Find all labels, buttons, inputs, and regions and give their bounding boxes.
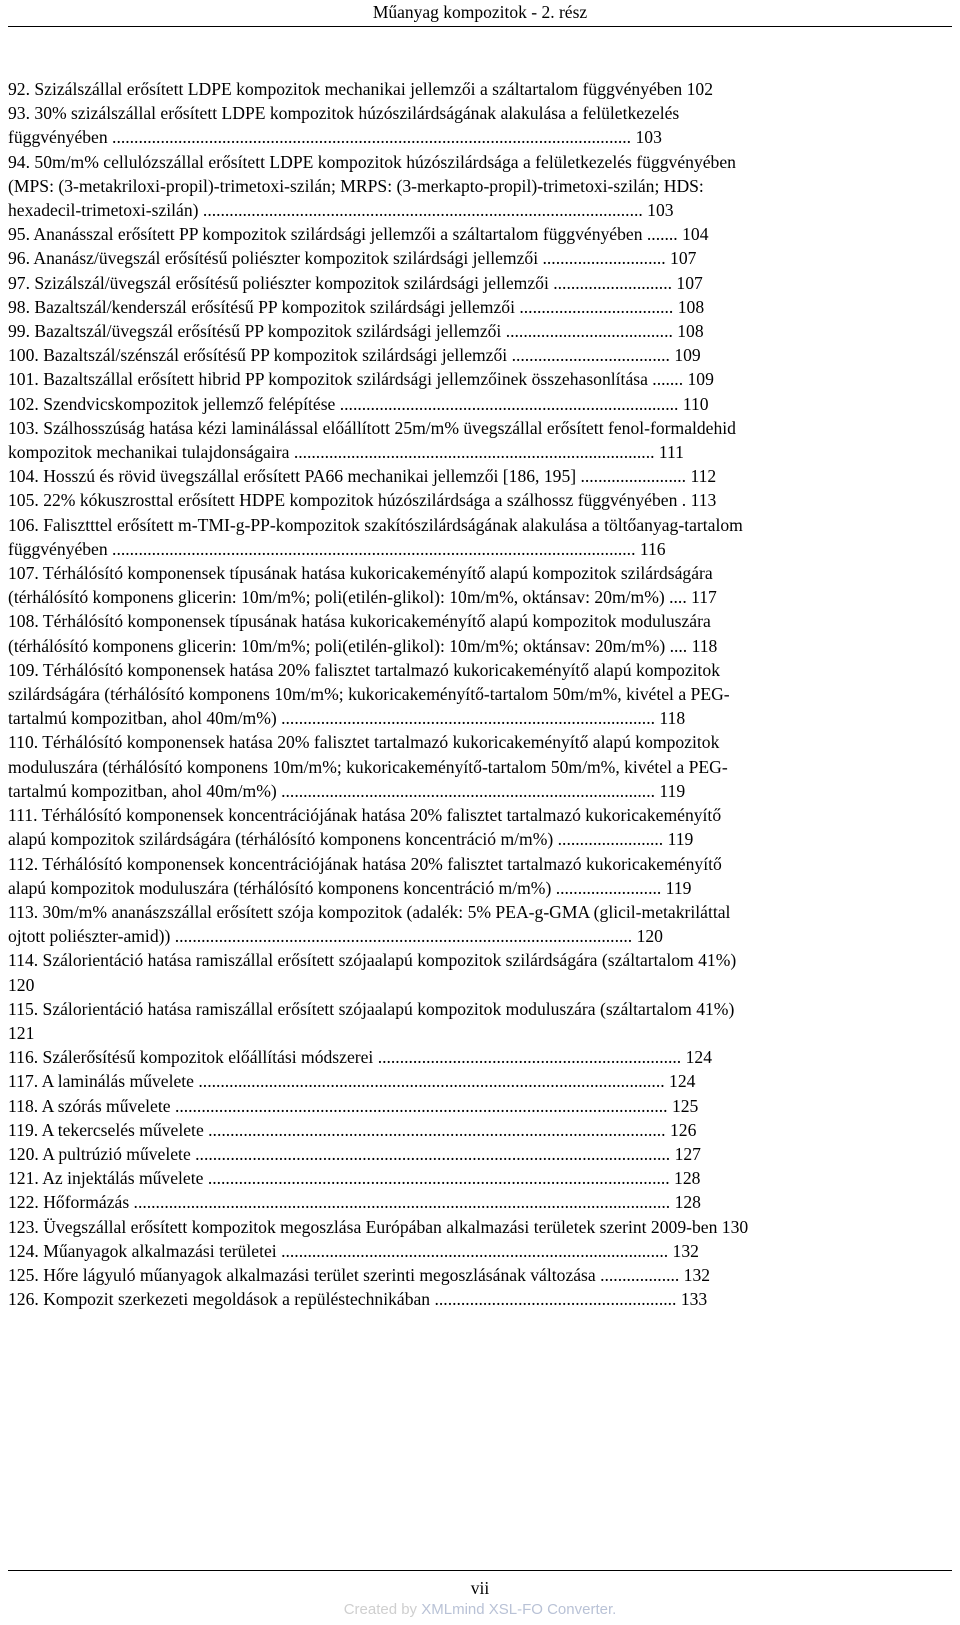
toc-line[interactable]: 102. Szendvicskompozitok jellemző felépítése ............................................................................. 110	[8, 393, 709, 414]
toc-line[interactable]: (MPS: (3-metakriloxi-propil)-trimetoxi-szilán; MRPS: (3-merkapto-propil)-trimetoxi-szilán; HDS:	[8, 175, 704, 196]
toc-line[interactable]: 110. Térhálósító komponensek hatása 20% falisztet tartalmazó kukoricakeményítő alapú kompozitok	[8, 732, 720, 753]
toc-line[interactable]: 100. Bazaltszál/szénszál erősítésű PP kompozitok szilárdsági jellemzői .................................... 109	[8, 345, 701, 366]
toc-line[interactable]: 96. Ananász/üvegszál erősítésű poliészter kompozitok szilárdsági jellemzői ............................ 107	[8, 248, 697, 269]
toc-line[interactable]: 93. 30% szizálszállal erősített LDPE kompozitok húzószilárdságának alakulása a felületkezelés	[8, 103, 680, 124]
toc-line[interactable]: függvényében ...................................................................................................................... 103	[8, 127, 662, 148]
toc-line[interactable]: 107. Térhálósító komponensek típusának hatása kukoricakeményítő alapú kompozitok szilárdságára	[8, 563, 713, 584]
toc-line[interactable]: szilárdságára (térhálósító komponens 10m/m%; kukoricakeményítő-tartalom 50m/m%, kivétel a PEG-	[8, 684, 730, 705]
footer-divider	[8, 1570, 952, 1571]
toc-line[interactable]: 121. Az injektálás művelete ......................................................................................................... 128	[8, 1168, 701, 1189]
credit-prefix: Created by	[343, 1601, 422, 1618]
toc-line[interactable]: 113. 30m/m% ananászszállal erősített szója kompozitok (adalék: 5% PEA-g-GMA (glicil-metakriláttal	[8, 901, 731, 922]
page-number: vii	[470, 1578, 490, 1598]
toc-line[interactable]: alapú kompozitok moduluszára (térhálósító komponens koncentráció m/m%) ........................ 119	[8, 877, 692, 898]
toc-line[interactable]: 121	[8, 1022, 35, 1043]
toc-line[interactable]: 120. A pultrúzió művelete ............................................................................................................ 127	[8, 1143, 701, 1164]
toc-line[interactable]: 92. Szizálszállal erősített LDPE kompozitok mechanikai jellemzői a száltartalom függvényében 102	[8, 79, 713, 99]
toc-line[interactable]: tartalmú kompozitban, ahol 40m/m%) ..................................................................................... 119	[8, 780, 686, 801]
toc-line[interactable]: 125. Hőre lágyuló műanyagok alkalmazási terület szerinti megoszlásának változása .................. 132	[8, 1264, 711, 1285]
toc-line[interactable]: 112. Térhálósító komponensek koncentrációjának hatása 20% falisztet tartalmazó kukoricakeményítő	[8, 853, 722, 874]
toc-line[interactable]: 109. Térhálósító komponensek hatása 20% falisztet tartalmazó kukoricakeményítő alapú kompozitok	[8, 659, 721, 680]
toc-line[interactable]: 123. Üvegszállal erősített kompozitok megoszlása Európában alkalmazási területek szerint 2009-ben 130	[8, 1216, 749, 1237]
toc-line[interactable]: 116. Szálerősítésű kompozitok előállítási módszerei ..................................................................... 124	[8, 1047, 712, 1068]
toc-line[interactable]: 124. Műanyagok alkalmazási területei ........................................................................................ 132	[8, 1240, 699, 1261]
toc-line[interactable]: 118. A szórás művelete ................................................................................................................ 125	[8, 1095, 699, 1116]
toc-line[interactable]: (térhálósító komponens glicerin: 10m/m%; poli(etilén-glikol): 10m/m%; oktánsav: 20m/m%) .... 118	[8, 635, 718, 656]
toc-line[interactable]: 115. Szálorientáció hatása ramiszállal erősített szójaalapú kompozitok moduluszára (száltartalom 41%)	[8, 998, 735, 1019]
toc-line[interactable]: 104. Hosszú és rövid üvegszállal erősített PA66 mechanikai jellemzői [186, 195] ........................ 112	[8, 466, 717, 487]
toc-line[interactable]: 122. Hőformázás .......................................................................................................................... 128	[8, 1192, 701, 1213]
toc-line[interactable]: 119. A tekercselés művelete ........................................................................................................ 126	[8, 1119, 697, 1140]
toc-line[interactable]: 108. Térhálósító komponensek típusának hatása kukoricakeményítő alapú kompozitok moduluszára	[8, 611, 711, 632]
toc-line[interactable]: ojtott poliészter-amid)) ........................................................................................................ 120	[8, 926, 663, 947]
toc-line[interactable]: 126. Kompozit szerkezeti megoldások a repüléstechnikában ....................................................... 133	[8, 1289, 708, 1310]
toc-line[interactable]: hexadecil-trimetoxi-szilán) .................................................................................................... 103	[8, 200, 674, 221]
toc-line[interactable]: 103. Szálhosszúság hatása kézi laminálással előállított 25m/m% üvegszállal erősített fenol-formaldehid	[8, 417, 736, 438]
toc-line[interactable]: tartalmú kompozitban, ahol 40m/m%) ..................................................................................... 118	[8, 708, 686, 729]
page-header	[8, 0, 952, 27]
toc-line[interactable]: 94. 50m/m% cellulózszállal erősített LDPE kompozitok húzószilárdsága a felületkezelés függvényében	[8, 151, 736, 172]
list-of-figures	[8, 77, 896, 1311]
toc-line[interactable]: 120	[8, 974, 35, 995]
toc-line[interactable]: függvényében ....................................................................................................................... 116	[8, 538, 666, 559]
toc-line[interactable]: 105. 22% kókuszrosttal erősített HDPE kompozitok húzószilárdsága a szálhossz függvényében . 113	[8, 490, 717, 511]
toc-line[interactable]: 97. Szizálszál/üvegszál erősítésű poliészter kompozitok szilárdsági jellemzői ........................... 107	[8, 272, 703, 293]
toc-line[interactable]: 117. A laminálás művelete .......................................................................................................... 124	[8, 1071, 696, 1092]
toc-line[interactable]: (térhálósító komponens glicerin: 10m/m%; poli(etilén-glikol): 10m/m%, oktánsav: 20m/m%) .... 117	[8, 587, 717, 608]
toc-line[interactable]: 106. Falisztttel erősített m-TMI-g-PP-kompozitok szakítószilárdságának alakulása a töltőanyag-tartalom	[8, 514, 743, 535]
toc-line[interactable]: moduluszára (térhálósító komponens 10m/m%; kukoricakeményítő-tartalom 50m/m%, kivétel a PEG-	[8, 756, 728, 777]
toc-line[interactable]: 101. Bazaltszállal erősített hibrid PP kompozitok szilárdsági jellemzőinek összehasonlítása ....... 109	[8, 369, 714, 390]
toc-line[interactable]: 95. Ananásszal erősített PP kompozitok szilárdsági jellemzői a száltartalom függvényében ....... 104	[8, 224, 709, 245]
toc-line[interactable]: alapú kompozitok szilárdságára (térhálósító komponens koncentráció m/m%) ........................ 119	[8, 829, 694, 850]
toc-line[interactable]: 98. Bazaltszál/kenderszál erősítésű PP kompozitok szilárdsági jellemzői ................................... 108	[8, 296, 705, 317]
credit-brand: XMLmind XSL-FO Converter.	[421, 1601, 617, 1618]
toc-line[interactable]: 111. Térhálósító komponensek koncentrációjának hatása 20% falisztet tartalmazó kukoricakeményítő	[8, 805, 722, 826]
toc-line[interactable]: 114. Szálorientáció hatása ramiszállal erősített szójaalapú kompozitok szilárdságára (száltartalom 41%)	[8, 950, 737, 971]
running-title: Műanyag kompozitok - 2. rész	[372, 2, 588, 22]
converter-credit	[0, 1601, 960, 1619]
toc-line[interactable]: kompozitok mechanikai tulajdonságaira .................................................................................. 111	[8, 442, 684, 463]
toc-line[interactable]: 99. Bazaltszál/üvegszál erősítésű PP kompozitok szilárdsági jellemzői ...................................... 108	[8, 321, 704, 342]
